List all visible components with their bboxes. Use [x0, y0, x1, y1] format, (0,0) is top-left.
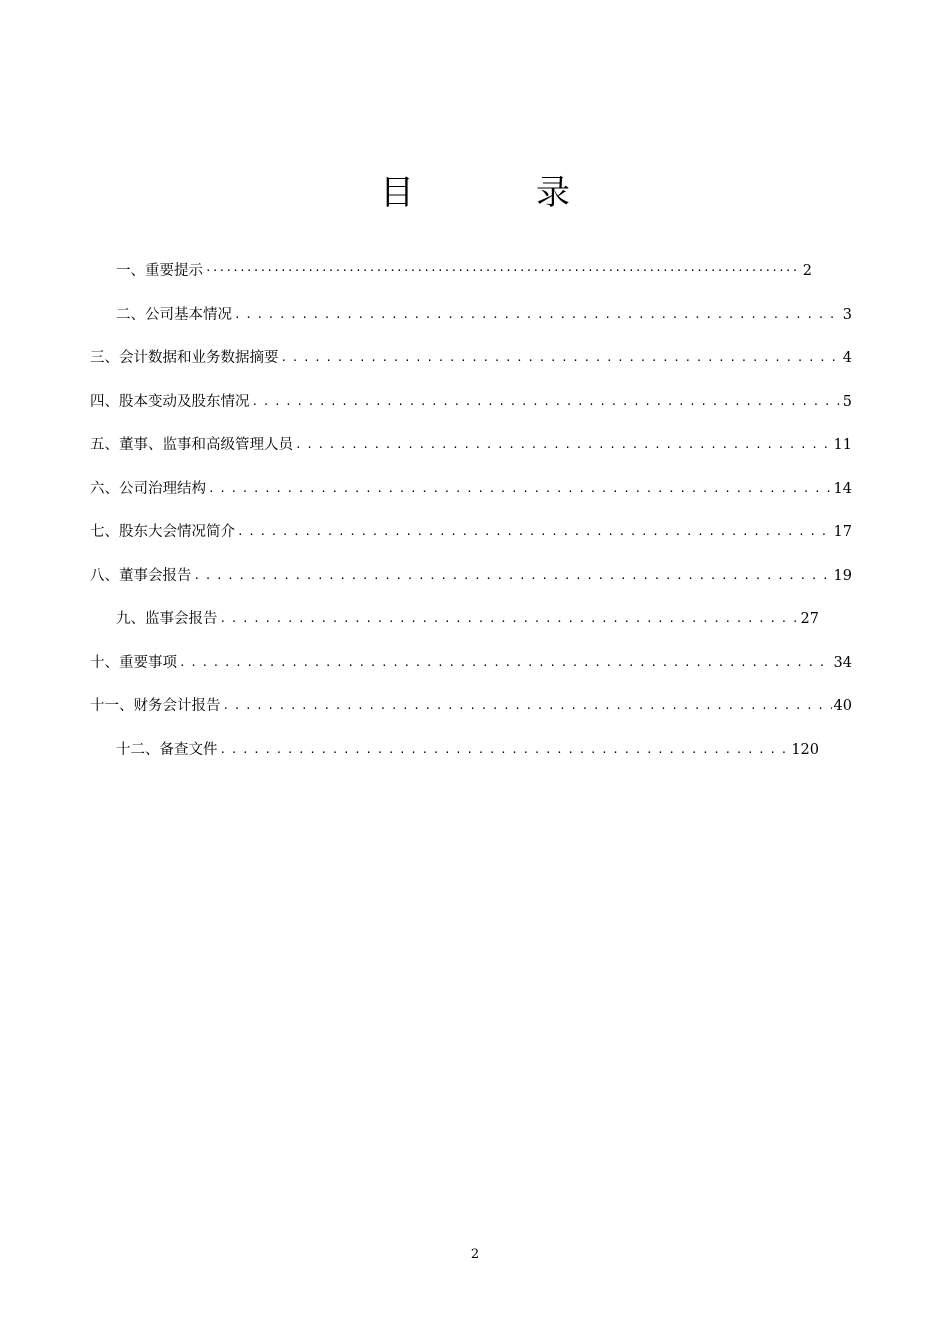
toc-entry-page: 4 — [842, 350, 852, 366]
toc-entry-label: 九、监事会报告 — [116, 611, 218, 627]
toc-leader-dots — [220, 609, 799, 629]
toc-entry-10[interactable] — [90, 653, 852, 674]
toc-entry-4[interactable] — [90, 392, 852, 413]
toc-entry-page: 2 — [802, 263, 812, 279]
toc-entry-label: 十一、财务会计报告 — [90, 698, 221, 714]
toc-entry-page: 27 — [800, 611, 819, 627]
toc-leader-dots — [281, 348, 841, 368]
toc-entry-1[interactable] — [116, 261, 812, 282]
toc-entry-7[interactable] — [90, 522, 852, 543]
toc-leader-dots — [237, 522, 832, 542]
toc-entry-label: 四、股本变动及股东情况 — [90, 394, 250, 410]
toc-entry-6[interactable] — [90, 479, 852, 500]
toc-entry-page: 3 — [842, 307, 852, 323]
toc-entry-9[interactable] — [116, 609, 819, 630]
toc-entry-page: 40 — [833, 698, 852, 714]
toc-entry-label: 七、股东大会情况简介 — [90, 524, 235, 540]
toc-entry-11[interactable] — [90, 696, 852, 717]
toc-leader-dots — [179, 653, 832, 673]
toc-entry-page: 34 — [833, 655, 852, 671]
toc-leader-dots — [252, 392, 841, 412]
toc-entry-label: 八、董事会报告 — [90, 568, 192, 584]
toc-entry-label: 一、重要提示 — [116, 263, 203, 279]
toc-entry-page: 19 — [833, 568, 852, 584]
toc-entry-label: 二、公司基本情况 — [116, 307, 232, 323]
toc-entry-page: 120 — [791, 742, 819, 758]
toc-entry-12[interactable] — [116, 740, 819, 761]
toc-entry-2[interactable] — [116, 305, 852, 326]
toc-leader-dots — [223, 696, 832, 716]
toc-leader-dots — [205, 261, 801, 281]
toc-entry-page: 14 — [833, 481, 852, 497]
toc-leader-dots — [194, 566, 832, 586]
toc-entry-5[interactable] — [90, 435, 852, 456]
toc-entry-label: 三、会计数据和业务数据摘要 — [90, 350, 279, 366]
toc-leader-dots — [208, 479, 832, 499]
toc-entry-page: 5 — [842, 394, 852, 410]
toc-entry-label: 十、重要事项 — [90, 655, 177, 671]
document-title: 目 录 — [380, 173, 614, 213]
toc-entry-label: 十二、备查文件 — [116, 742, 218, 758]
toc-entry-page: 17 — [833, 524, 852, 540]
toc-leader-dots — [234, 305, 841, 325]
toc-entry-label: 六、公司治理结构 — [90, 481, 206, 497]
toc-leader-dots — [295, 435, 832, 455]
page-number: 2 — [470, 1247, 480, 1262]
toc-leader-dots — [220, 740, 790, 760]
toc-entry-8[interactable] — [90, 566, 852, 587]
toc-entry-page: 11 — [833, 437, 852, 453]
toc-entry-label: 五、董事、监事和高级管理人员 — [90, 437, 293, 453]
toc-entry-3[interactable] — [90, 348, 852, 369]
